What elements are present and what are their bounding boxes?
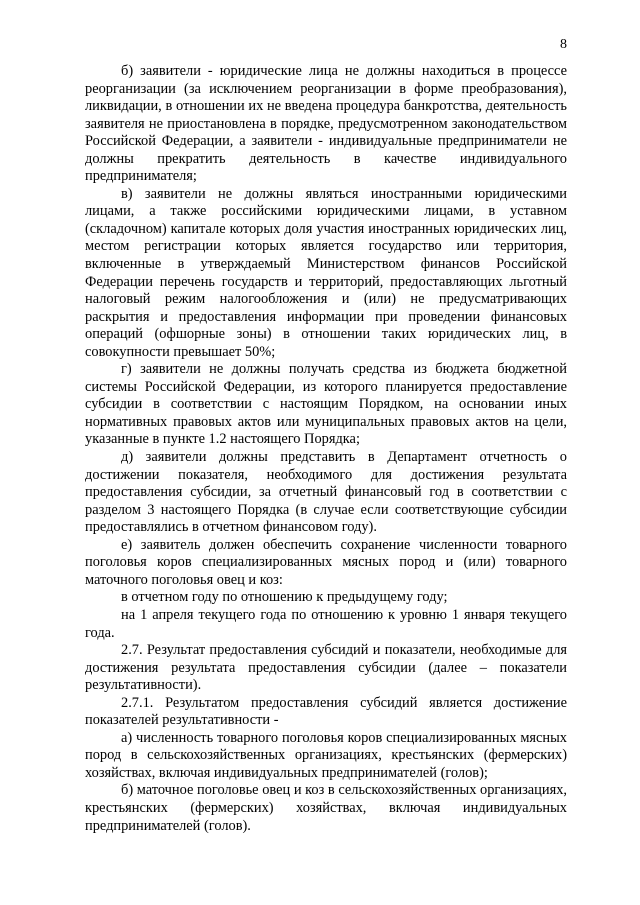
paragraph-april-first: на 1 апреля текущего года по отношению к уровню 1 января текущего года. xyxy=(85,606,567,641)
paragraph-item-e: е) заявитель должен обеспечить сохранение численности товарного поголовья коров специализированных мясных пород и (или) товарного маточного поголовья овец и коз: xyxy=(85,536,567,588)
document-body xyxy=(85,63,567,835)
paragraph-item-b-livestock: б) маточное поголовье овец и коз в сельскохозяйственных организациях, крестьянских (фермерских) хозяйствах, включая индивидуальных предпринимателей (голов). xyxy=(85,782,567,834)
paragraph-item-a: а) численность товарного поголовья коров специализированных мясных пород в сельскохозяйственных организациях, крестьянских (фермерских) хозяйствах, включая индивидуальных предпринимателей (голов); xyxy=(85,729,567,781)
paragraph-item-v: в) заявители не должны являться иностранными юридическими лицами, а также российскими юридическими лицами, в уставном (складочном) капитале которых доля участия иностранных юридических лиц, местом регистрации которых является государство или территория, включенные в утверждаемый Министерством финансов Российской Федерации перечень государств и территорий, предоставляющих льготный налоговый режим налогообложения и (или) не предусматривающих раскрытия и предоставления информации при проведении финансовых операций (офшорные зоны) в отношении таких юридических лиц, в совокупности превышает 50%; xyxy=(85,185,567,360)
page-number: 8 xyxy=(560,37,567,52)
paragraph-section-2-7: 2.7. Результат предоставления субсидий и показатели, необходимые для достижения результата предоставления субсидии (далее – показатели результативности). xyxy=(85,642,567,694)
paragraph-item-d: д) заявители должны представить в Департамент отчетность о достижении показателя, необходимого для достижения результата предоставления субсидии, за отчетный финансовый год в соответствии с разделом 3 настоящего Порядка (в случае если соответствующие субсидии предоставлялись в отчетном финансовом году). xyxy=(85,449,567,536)
paragraph-section-2-7-1: 2.7.1. Результатом предоставления субсидий является достижение показателей результативности - xyxy=(85,694,567,729)
paragraph-reporting-year: в отчетном году по отношению к предыдущему году; xyxy=(121,589,448,606)
paragraph-item-b: б) заявители - юридические лица не должны находиться в процессе реорганизации (за исключением реорганизации в форме преобразования), ликвидации, в отношении их не введена процедура банкротства, деятельность заявителя не приостановлена в порядке, предусмотренном законодательством Российской Федерации, а заявители - индивидуальные предприниматели не должны прекратить деятельность в качестве индивидуального предпринимателя; xyxy=(85,63,567,185)
paragraph-item-g: г) заявители не должны получать средства из бюджета бюджетной системы Российской Федерации, из которого планируется предоставление субсидии в соответствии с настоящим Порядком, на основании иных нормативных правовых актов или муниципальных правовых актов на цели, указанные в пункте 1.2 настоящего Порядка; xyxy=(85,361,567,448)
